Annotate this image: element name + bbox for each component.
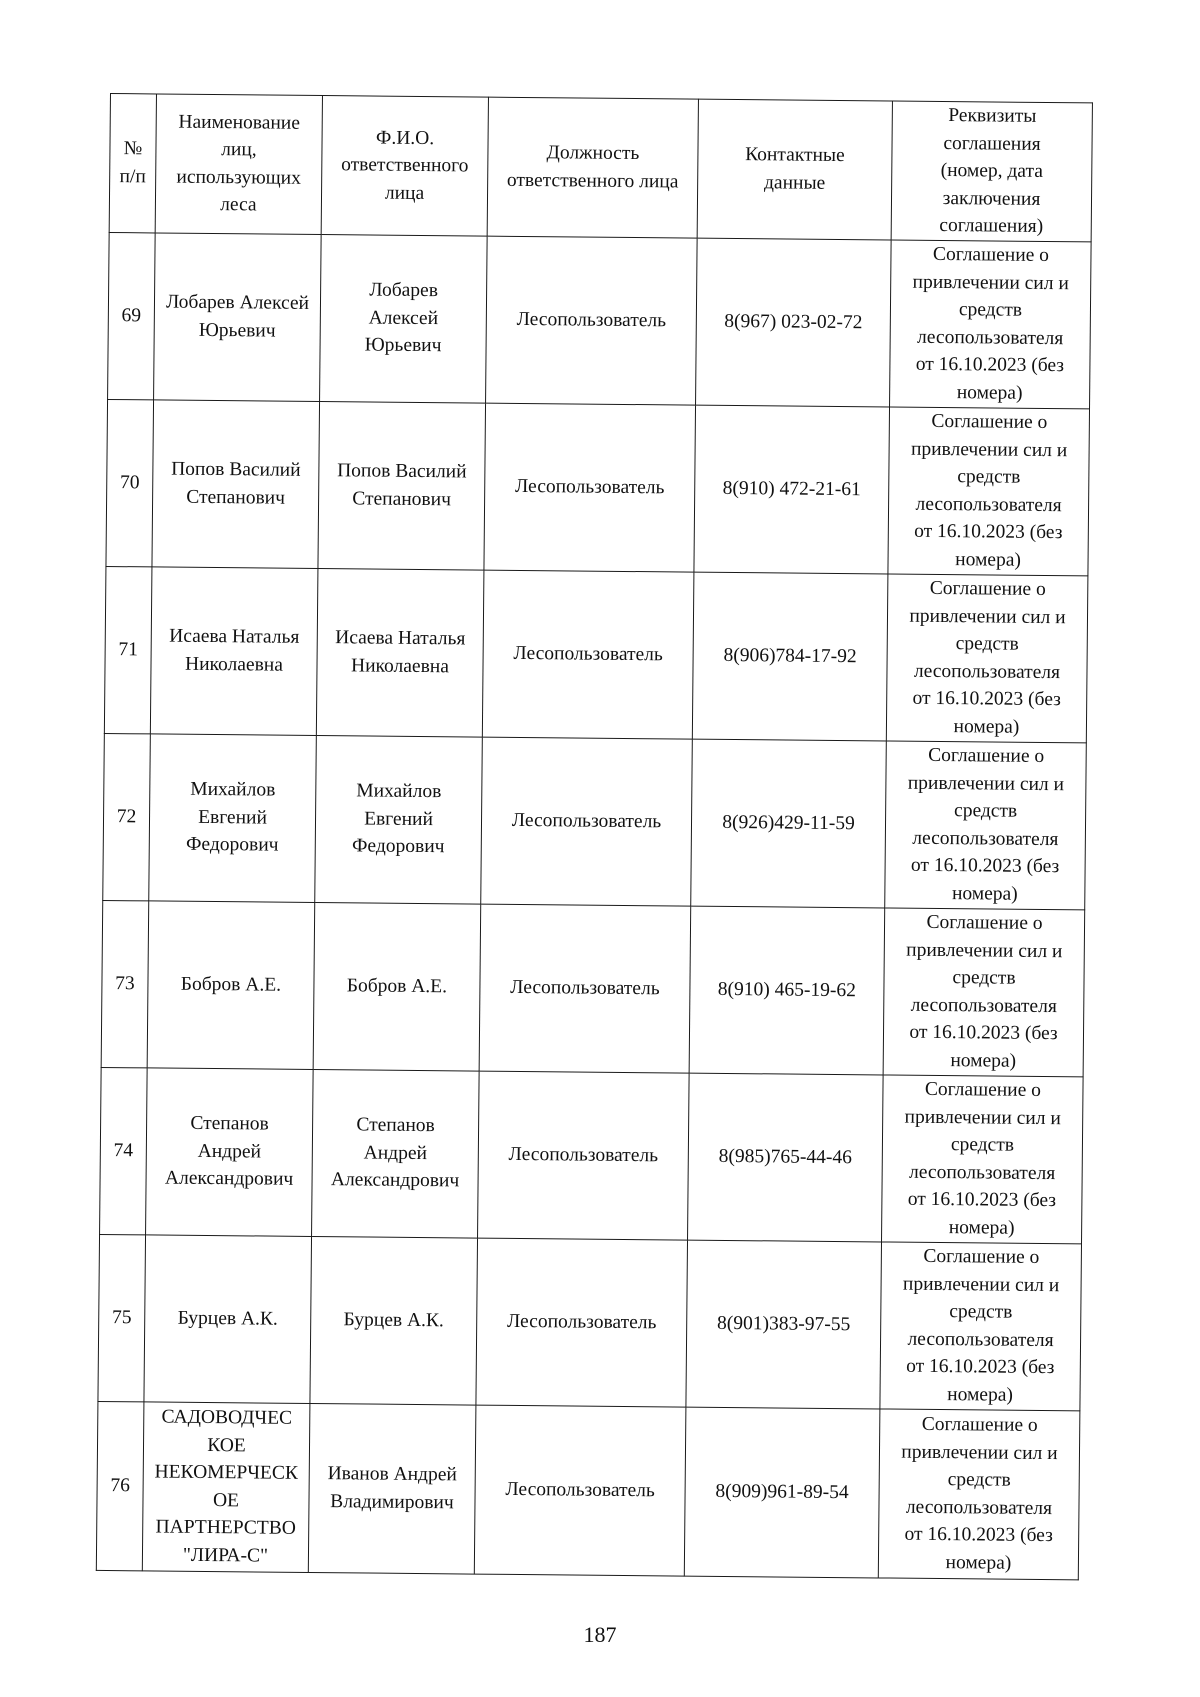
cell-contact-text: 8(967) 023-02-72 xyxy=(724,310,863,333)
cell-responsible-fio xyxy=(316,568,484,737)
cell-user-name-text: Лобарев Алексей Юрьевич xyxy=(165,291,310,342)
cell-responsible-fio-text: Степанов Андрей Александрович xyxy=(330,1114,460,1192)
cell-responsible-fio-text: Бурцев А.К. xyxy=(343,1309,444,1332)
table-row xyxy=(100,1067,1084,1243)
cell-position-text: Лесопользователь xyxy=(506,1310,657,1334)
cell-number xyxy=(103,733,151,900)
cell-responsible-fio xyxy=(318,401,486,570)
cell-responsible-fio xyxy=(320,234,488,403)
cell-agreement-text: Соглашение о привлечении сил и средств лесопользователя от 16.10.2023 (без номера) xyxy=(910,410,1068,571)
cell-position-text: Лесопользователь xyxy=(514,475,665,499)
cell-agreement-text: Соглашение о привлечении сил и средств лесопользователя от 16.10.2023 (без номера) xyxy=(907,744,1065,905)
header-row xyxy=(109,94,1092,242)
cell-agreement-text: Соглашение о привлечении сил и средств лесопользователя от 16.10.2023 (без номера) xyxy=(901,1413,1058,1574)
cell-contact-text: 8(910) 465-19-62 xyxy=(717,978,857,1001)
cell-number xyxy=(98,1234,146,1401)
cell-position-text: Лесопользователь xyxy=(513,642,663,666)
cell-agreement-text: Соглашение о привлечении сил и средств лесопользователя от 16.10.2023 (без номера) xyxy=(912,243,1069,404)
cell-position xyxy=(478,1071,690,1240)
cell-contact xyxy=(696,238,892,407)
cell-contact-text: 8(985)765-44-46 xyxy=(718,1145,853,1168)
cell-number xyxy=(96,1401,144,1570)
cell-position-text: Лесопользователь xyxy=(505,1478,655,1502)
table-row xyxy=(103,733,1087,909)
cell-contact-text: 8(909)961-89-54 xyxy=(715,1480,849,1503)
cell-responsible-fio-text: Бобров А.Е. xyxy=(346,975,448,998)
cell-contact xyxy=(694,405,890,574)
cell-position xyxy=(484,403,696,572)
table-body xyxy=(96,232,1091,1579)
cell-agreement xyxy=(883,907,1085,1076)
table-row xyxy=(108,232,1092,408)
cell-contact xyxy=(684,1407,880,1578)
cell-position-text: Лесопользователь xyxy=(511,809,662,833)
header-number-label: № п/п xyxy=(119,138,146,188)
header-responsible-fio-label: Ф.И.О. ответственного лица xyxy=(341,127,469,204)
cell-contact xyxy=(689,906,885,1075)
cell-agreement xyxy=(880,1241,1082,1410)
cell-responsible-fio xyxy=(313,902,481,1071)
table-row xyxy=(106,399,1090,575)
cell-agreement-text: Соглашение о привлечении сил и средств лесопользователя от 16.10.2023 (без номера) xyxy=(906,911,1063,1072)
header-responsible-fio xyxy=(321,96,488,236)
cell-user-name-text: Попов Василий Степанович xyxy=(171,458,301,509)
cell-user-name xyxy=(142,1401,310,1572)
table-row xyxy=(104,566,1088,742)
cell-user-name xyxy=(144,1234,312,1403)
cell-responsible-fio-text: Иванов Андрей Владимирович xyxy=(327,1463,457,1513)
forest-users-table xyxy=(96,93,1093,1580)
cell-agreement xyxy=(886,573,1088,742)
cell-agreement xyxy=(882,1074,1084,1243)
cell-responsible-fio xyxy=(310,1236,478,1405)
cell-responsible-fio-text: Попов Василий Степанович xyxy=(337,460,467,510)
header-user-name-label: Наименование лиц, использующих леса xyxy=(176,111,302,216)
cell-responsible-fio-text: Михайлов Евгений Федорович xyxy=(351,780,445,858)
cell-contact-text: 8(906)784-17-92 xyxy=(723,644,857,667)
cell-position xyxy=(482,570,694,739)
cell-user-name xyxy=(149,733,317,902)
cell-user-name-text: Михайлов Евгений Федорович xyxy=(185,779,279,856)
table-row xyxy=(101,900,1085,1076)
cell-number-text: 76 xyxy=(110,1474,130,1497)
cell-responsible-fio xyxy=(308,1403,476,1574)
header-agreement-label: Реквизиты соглашения (номер, дата заключения соглашения) xyxy=(939,105,1044,237)
cell-agreement-text: Соглашение о привлечении сил и средств лесопользователя от 16.10.2023 (без номера) xyxy=(909,577,1066,738)
cell-number xyxy=(108,232,156,399)
cell-agreement-text: Соглашение о привлечении сил и средств лесопользователя от 16.10.2023 (без номера) xyxy=(902,1245,1060,1406)
cell-position xyxy=(481,737,693,906)
cell-user-name xyxy=(147,900,315,1069)
cell-contact xyxy=(688,1073,884,1242)
header-number xyxy=(109,94,156,233)
cell-user-name-text: Бобров А.Е. xyxy=(180,973,282,996)
cell-agreement xyxy=(878,1408,1080,1579)
cell-number-text: 72 xyxy=(116,805,137,828)
cell-user-name-text: Исаева Наталья Николаевна xyxy=(169,625,300,676)
cell-number-text: 71 xyxy=(118,638,139,661)
header-contact xyxy=(697,99,892,239)
cell-contact xyxy=(686,1240,882,1409)
cell-number-text: 75 xyxy=(111,1306,132,1329)
cell-number-text: 69 xyxy=(121,304,142,327)
cell-position xyxy=(474,1405,686,1576)
cell-number xyxy=(101,900,149,1067)
cell-user-name-text: Степанов Андрей Александрович xyxy=(164,1113,294,1191)
cell-user-name xyxy=(152,399,320,568)
table-row xyxy=(96,1401,1080,1579)
cell-position-text: Лесопользователь xyxy=(516,308,667,332)
cell-contact xyxy=(692,572,888,741)
cell-responsible-fio-text: Исаева Наталья Николаевна xyxy=(335,627,466,677)
cell-contact xyxy=(691,739,887,908)
cell-responsible-fio xyxy=(312,1069,480,1238)
cell-user-name-text: Бурцев А.К. xyxy=(177,1307,278,1330)
cell-number xyxy=(100,1067,148,1234)
cell-agreement xyxy=(888,406,1090,575)
cell-position-text: Лесопользователь xyxy=(510,976,660,1000)
cell-user-name xyxy=(146,1067,314,1236)
cell-position xyxy=(476,1238,688,1407)
cell-user-name-text: САДОВОДЧЕС КОЕ НЕКОМЕРЧЕСК ОЕ ПАРТНЕРСТВО "ЛИРА-С" xyxy=(154,1406,298,1567)
cell-number-text: 74 xyxy=(113,1139,134,1162)
cell-user-name xyxy=(154,232,322,401)
cell-number-text: 73 xyxy=(115,972,135,995)
cell-position-text: Лесопользователь xyxy=(508,1143,659,1167)
cell-responsible-fio xyxy=(315,735,483,904)
header-contact-label: Контактные данные xyxy=(745,144,845,194)
cell-user-name xyxy=(150,566,318,735)
cell-agreement-text: Соглашение о привлечении сил и средств лесопользователя от 16.10.2023 (без номера) xyxy=(904,1078,1061,1239)
cell-position xyxy=(486,236,698,405)
cell-number xyxy=(106,399,154,566)
cell-agreement xyxy=(890,240,1092,409)
cell-number-text: 70 xyxy=(119,471,140,494)
cell-number xyxy=(104,566,152,733)
header-position xyxy=(487,97,698,238)
cell-position xyxy=(479,904,691,1073)
cell-responsible-fio-text: Лобарев Алексей Юрьевич xyxy=(364,279,442,357)
header-agreement xyxy=(891,101,1092,241)
table-header xyxy=(109,94,1092,242)
cell-contact-text: 8(910) 472-21-61 xyxy=(722,477,861,500)
cell-contact-text: 8(926)429-11-59 xyxy=(722,811,855,834)
cell-agreement xyxy=(885,740,1087,909)
header-user-name xyxy=(155,94,322,234)
cell-contact-text: 8(901)383-97-55 xyxy=(716,1312,851,1335)
table-row xyxy=(98,1234,1082,1410)
header-position-label: Должность ответственного лица xyxy=(506,142,679,193)
page-number: 187 xyxy=(583,1622,617,1647)
